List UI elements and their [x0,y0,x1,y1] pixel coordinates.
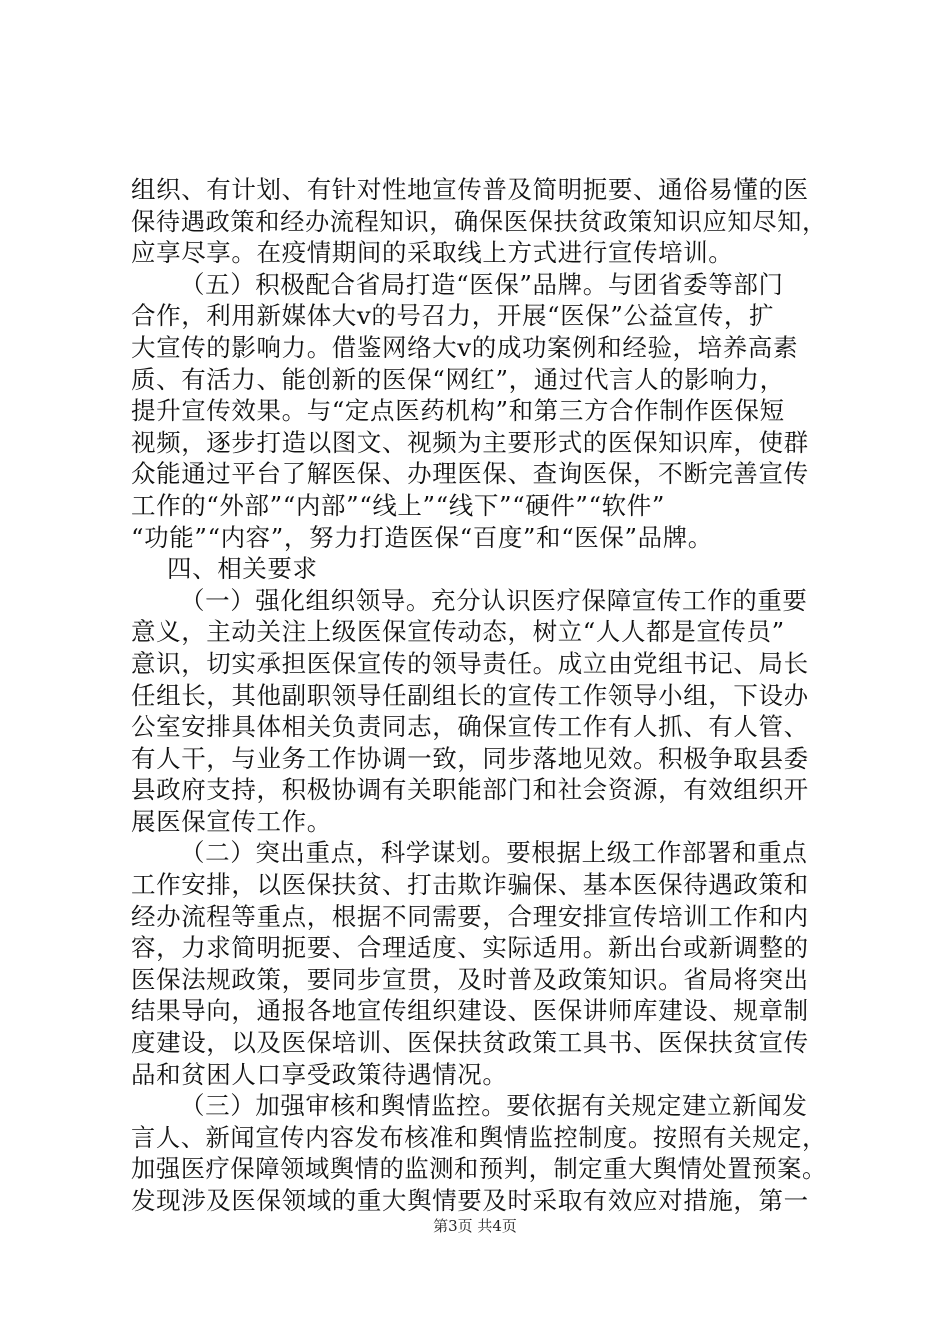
text-line: 工作的“外部”“内部”“线上”“线下”“硬件”“软件” [131,490,665,520]
paragraph-start-line: （二）突出重点，科学谋划。要根据上级工作部署和重点 [180,838,808,868]
text-line: 合作，利用新媒体大v的号召力，开展“医保”公益宣传，扩 [131,301,775,331]
text-line: 保待遇政策和经办流程知识，确保医保扶贫政策知识应知尽知， [131,206,827,236]
paragraph-start-line: （五）积极配合省局打造“医保”品牌。与团省委等部门 [180,269,784,299]
text-line: 有人干，与业务工作协调一致，同步落地见效。积极争取县委 [131,743,809,773]
text-line: 众能通过平台了解医保、办理医保、查询医保，不断完善宣传 [131,459,809,489]
text-line: 意义，主动关注上级医保宣传动态，树立“人人都是宣传员” [131,617,785,647]
text-line: 县政府支持，积极协调有关职能部门和社会资源，有效组织开 [131,775,809,805]
paragraph-start-line: （三）加强审核和舆情监控。要依据有关规定建立新闻发 [180,1091,808,1121]
text-line: 提升宣传效果。与“定点医药机构”和第三方合作制作医保短 [131,396,785,426]
text-line: 容，力求简明扼要、合理适度、实际适用。新出台或新调整的 [131,933,809,963]
text-line: 言人、新闻宣传内容发布核准和舆情监控制度。按照有关规定， [131,1122,827,1152]
text-line: 结果导向，通报各地宣传组织建设、医保讲师库建设、规章制 [131,996,809,1026]
text-line: “功能”“内容”，努力打造医保“百度”和“医保”品牌。 [131,522,713,552]
text-line: 质、有活力、能创新的医保“网红”，通过代言人的影响力， [131,364,785,394]
text-line: 度建设，以及医保培训、医保扶贫政策工具书、医保扶贫宣传 [131,1028,809,1058]
text-line: 经办流程等重点，根据不同需要，合理安排宣传培训工作和内 [131,901,809,931]
text-line: 发现涉及医保领域的重大舆情要及时采取有效应对措施，第一 [131,1186,809,1215]
document-body [131,174,831,1217]
text-line: 意识，切实承担医保宣传的领导责任。成立由党组书记、局长 [131,648,809,678]
text-line: 任组长，其他副职领导任副组长的宣传工作领导小组，下设办 [131,680,809,710]
text-line: 加强医疗保障领域舆情的监测和预判，制定重大舆情处置预案。 [131,1154,827,1184]
text-line: 应享尽享。在疫情期间的采取线上方式进行宣传培训。 [131,238,734,268]
text-line: 公室安排具体相关负责同志，确保宣传工作有人抓、有人管、 [131,712,809,742]
text-line: 展医保宣传工作。 [131,806,332,836]
section-heading: 四、相关要求 [167,554,318,584]
text-line: 组织、有计划、有针对性地宣传普及简明扼要、通俗易懂的医 [131,175,809,204]
text-line: 工作安排，以医保扶贫、打击欺诈骗保、基本医保待遇政策和 [131,870,809,900]
paragraph-start-line: （一）强化组织领导。充分认识医疗保障宣传工作的重要 [180,585,808,615]
text-line: 医保法规政策，要同步宣贯，及时普及政策知识。省局将突出 [131,964,809,994]
text-line: 视频，逐步打造以图文、视频为主要形式的医保知识库，使群 [131,427,809,457]
text-line: 品和贫困人口享受政策待遇情况。 [131,1059,508,1089]
page-number-footer: 第3页 共4页 [433,1217,517,1235]
text-line: 大宣传的影响力。借鉴网络大v的成功案例和经验，培养高素 [131,332,799,362]
